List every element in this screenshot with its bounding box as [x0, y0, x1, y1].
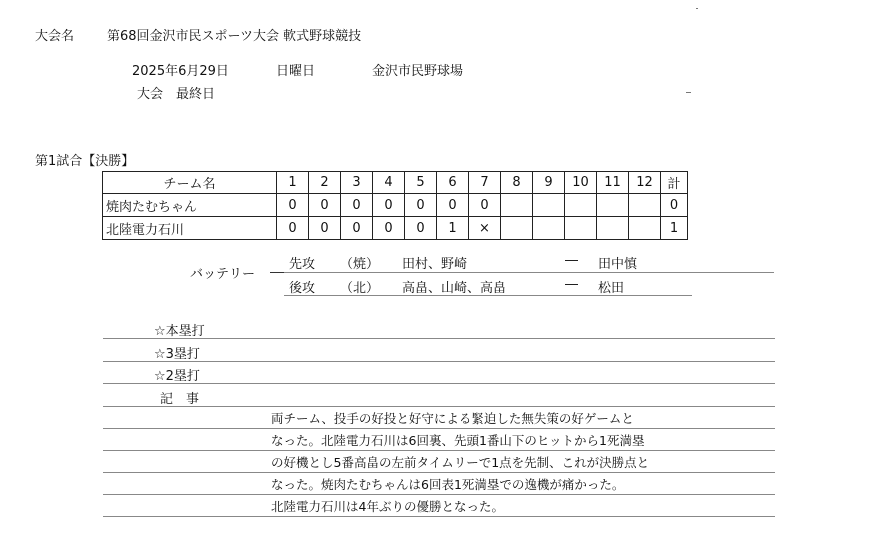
inning-score: 0 [437, 194, 469, 217]
record-rule [103, 361, 775, 362]
battery-team-abbr: （北） [340, 281, 380, 296]
battery-rule [284, 295, 692, 296]
team-name: 焼肉たむちゃん [103, 194, 277, 217]
inning-header: 11 [597, 172, 629, 194]
inning-score: 0 [373, 194, 405, 217]
article-line: 北陸電力石川は4年ぶりの優勝となった。 [271, 499, 504, 514]
double-label: ☆2塁打 [154, 369, 200, 384]
inning-header: 6 [437, 172, 469, 194]
battery-dash: ― [565, 277, 578, 292]
battery-label: バッテリー [190, 267, 256, 282]
record-rule [103, 428, 775, 429]
inning-score: 0 [341, 194, 373, 217]
inning-score: 0 [309, 217, 341, 240]
total-score: 0 [661, 194, 688, 217]
record-rule [103, 494, 775, 495]
article-label: 記 事 [160, 392, 200, 407]
article-line: 両チーム、投手の好投と好守による緊迫した無失策の好ゲームと [271, 411, 634, 426]
record-rule [103, 516, 775, 517]
inning-score: 0 [373, 217, 405, 240]
inning-score [597, 194, 629, 217]
record-rule [103, 406, 775, 407]
inning-score: 0 [405, 217, 437, 240]
inning-header: 1 [277, 172, 309, 194]
scoreboard-table [102, 171, 688, 240]
triple-label: ☆3塁打 [154, 347, 200, 362]
scan-speck [686, 92, 691, 93]
game-venue: 金沢市民野球場 [372, 64, 464, 79]
article-line: の好機とし5番高畠の左前タイムリーで1点を先制、これが決勝点と [271, 455, 650, 470]
inning-header: 3 [341, 172, 373, 194]
inning-score [565, 194, 597, 217]
team-row-visitor [103, 194, 688, 217]
inning-score [501, 217, 533, 240]
article-line: なった。焼肉たむちゃんは6回表1死満塁での逸機が痛かった。 [271, 477, 625, 492]
inning-header: 8 [501, 172, 533, 194]
inning-score: 0 [309, 194, 341, 217]
inning-score [629, 194, 661, 217]
inning-score [565, 217, 597, 240]
battery-team-abbr: （焼） [340, 257, 380, 272]
total-score: 1 [661, 217, 688, 240]
inning-header: 10 [565, 172, 597, 194]
inning-score [533, 217, 565, 240]
record-rule [103, 383, 775, 384]
inning-header: 9 [533, 172, 565, 194]
inning-score: 1 [437, 217, 469, 240]
inning-header: 7 [469, 172, 501, 194]
record-rule [103, 338, 775, 339]
battery-pitchers: 高畠、山崎、高畠 [402, 281, 507, 296]
game-title: 第1試合【決勝】 [35, 154, 135, 169]
day-label: 大会 最終日 [137, 87, 216, 102]
team-row-home [103, 217, 688, 240]
tournament-name: 第68回金沢市民スポーツ大会 軟式野球競技 [107, 29, 362, 44]
total-header: 計 [661, 172, 688, 194]
battery-connector [270, 272, 284, 273]
battery-catcher: 松田 [598, 281, 625, 296]
battery-pitchers: 田村、野崎 [402, 257, 468, 272]
inning-score [629, 217, 661, 240]
inning-score: 0 [341, 217, 373, 240]
battery-side: 後攻 [289, 281, 316, 296]
inning-header: 5 [405, 172, 437, 194]
tournament-label: 大会名 [35, 29, 75, 44]
game-date: 2025年6月29日 [132, 64, 229, 79]
team-name: 北陸電力石川 [103, 217, 277, 240]
inning-header: 4 [373, 172, 405, 194]
battery-dash: ― [565, 253, 578, 268]
inning-score: 0 [405, 194, 437, 217]
inning-score: 0 [469, 194, 501, 217]
battery-side: 先攻 [289, 257, 316, 272]
article-line: なった。北陸電力石川は6回裏、先頭1番山下のヒットから1死満塁 [271, 433, 645, 448]
inning-header: 2 [309, 172, 341, 194]
record-rule [103, 472, 775, 473]
inning-score: × [469, 217, 501, 240]
inning-score [533, 194, 565, 217]
scoreboard-header-row [103, 172, 688, 194]
battery-catcher: 田中慎 [598, 257, 638, 272]
scan-speck [696, 8, 698, 9]
home-run-label: ☆本塁打 [154, 324, 205, 339]
inning-header: 12 [629, 172, 661, 194]
team-column-header: チーム名 [103, 172, 277, 194]
battery-rule [284, 272, 774, 273]
game-weekday: 日曜日 [276, 64, 316, 79]
inning-score: 0 [277, 217, 309, 240]
record-rule [103, 450, 775, 451]
inning-score [501, 194, 533, 217]
inning-score: 0 [277, 194, 309, 217]
inning-score [597, 217, 629, 240]
